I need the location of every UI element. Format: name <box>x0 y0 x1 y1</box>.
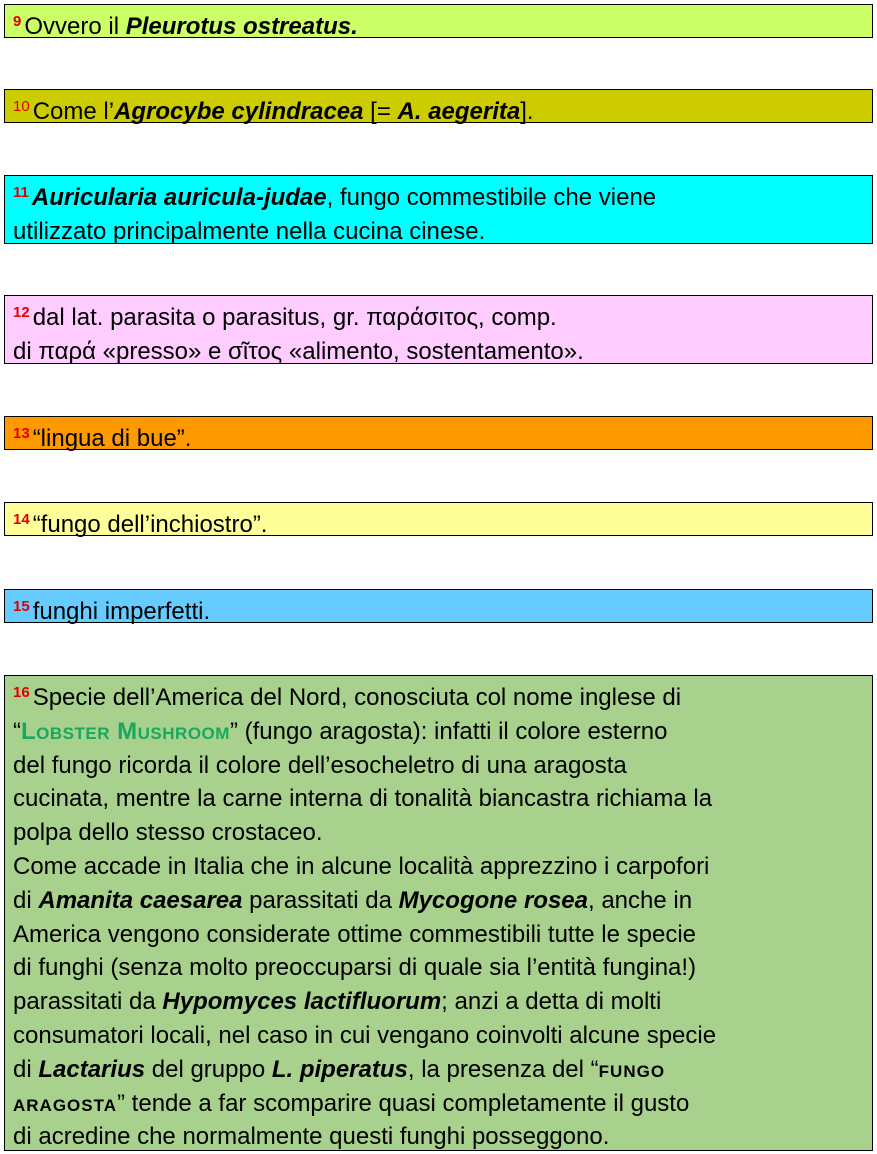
footnote-text: del gruppo <box>145 1055 272 1083</box>
species-name: Lactarius <box>38 1055 146 1083</box>
footnote-number: 16 <box>13 684 30 701</box>
footnote-line <box>13 676 864 715</box>
footnote-text: ]. <box>520 98 534 125</box>
footnote-line <box>13 884 864 918</box>
footnote-text: dal lat. parasita o parasitus, gr. παράσιτος, comp. <box>32 304 557 331</box>
footnote-text: “lingua di bue”. <box>32 425 192 452</box>
footnote-text: di <box>13 1055 39 1083</box>
footnote-text: Ovvero il <box>24 13 126 40</box>
footnote-line <box>13 1087 864 1121</box>
fungo-aragosta-term: fungo <box>598 1055 666 1083</box>
species-name: L. piperatus <box>271 1055 408 1083</box>
footnote-number: 14 <box>13 511 30 528</box>
footnote-9 <box>4 4 873 38</box>
footnote-number: 13 <box>13 425 30 442</box>
footnote-number: 12 <box>13 304 30 321</box>
footnote-text: Specie dell’America del Nord, conosciuta col nome inglese di <box>32 684 682 711</box>
footnote-text: ; anzi a detta di molti <box>441 988 662 1016</box>
footnote-15 <box>4 589 873 623</box>
footnote-number: 11 <box>13 184 29 201</box>
footnote-line: del fungo ricorda il colore dell’esocheletro di una aragosta <box>13 751 627 779</box>
footnote-line <box>13 176 864 215</box>
footnote-line: Come accade in Italia che in alcune località apprezzino i carpofori <box>13 852 710 880</box>
species-name: Amanita caesarea <box>38 886 243 914</box>
footnote-text: Come l’ <box>32 98 115 125</box>
footnote-line <box>13 296 864 335</box>
footnote-number: 10 <box>13 98 30 115</box>
footnote-line: utilizzato principalmente nella cucina cinese. <box>13 218 486 245</box>
lobster-mushroom-term: Lobster Mushroom <box>21 717 230 745</box>
footnote-text: , anche in <box>587 886 693 914</box>
footnote-text: “fungo dell’inchiostro”. <box>32 511 268 538</box>
footnote-text: “ <box>13 717 21 745</box>
footnote-12 <box>4 295 873 364</box>
footnote-line: di παρά «presso» e σῖτος «alimento, sostentamento». <box>13 338 584 365</box>
footnote-text: , la presenza del “ <box>407 1055 599 1083</box>
footnote-text: ” (fungo aragosta): infatti il colore esterno <box>229 717 668 745</box>
footnote-line: America vengono considerate ottime commestibili tutte le specie <box>13 920 696 948</box>
footnote-text: , fungo commestibile che viene <box>326 184 657 211</box>
footnote-text: parassitati da <box>242 886 399 914</box>
footnote-line <box>13 985 864 1019</box>
footnote-11 <box>4 175 873 244</box>
fungo-aragosta-term: aragosta <box>13 1089 118 1117</box>
footnote-line <box>13 715 864 749</box>
footnote-line: polpa dello stesso crostaceo. <box>13 819 323 847</box>
footnote-14 <box>4 502 873 536</box>
footnote-number: 9 <box>13 13 22 30</box>
footnote-10 <box>4 89 873 123</box>
footnote-text: [= <box>363 98 398 125</box>
footnote-text: parassitati da <box>13 988 163 1016</box>
species-name: Auricularia auricula-judae <box>31 184 327 211</box>
footnote-line <box>13 1053 864 1087</box>
species-name: Agrocybe cylindracea <box>114 98 364 125</box>
footnote-text: di <box>13 886 39 914</box>
footnote-text: funghi imperfetti. <box>32 598 211 625</box>
footnote-16 <box>4 675 873 1151</box>
footnote-number: 15 <box>13 598 30 615</box>
species-name: Hypomyces lactifluorum <box>162 988 442 1016</box>
footnote-13 <box>4 416 873 450</box>
species-name: A. aegerita <box>397 98 521 125</box>
species-name: Pleurotus ostreatus. <box>125 13 358 40</box>
footnote-line: cucinata, mentre la carne interna di tonalità biancastra richiama la <box>13 785 713 813</box>
species-name: Mycogone rosea <box>398 886 588 914</box>
footnote-line: consumatori locali, nel caso in cui vengano coinvolti alcune specie <box>13 1021 717 1049</box>
footnote-text: ” tende a far scomparire quasi completamente il gusto <box>117 1089 690 1117</box>
footnote-line: di acredine che normalmente questi funghi posseggono. <box>13 1123 610 1151</box>
footnote-line: di funghi (senza molto preoccuparsi di quale sia l’entità fungina!) <box>13 954 697 982</box>
